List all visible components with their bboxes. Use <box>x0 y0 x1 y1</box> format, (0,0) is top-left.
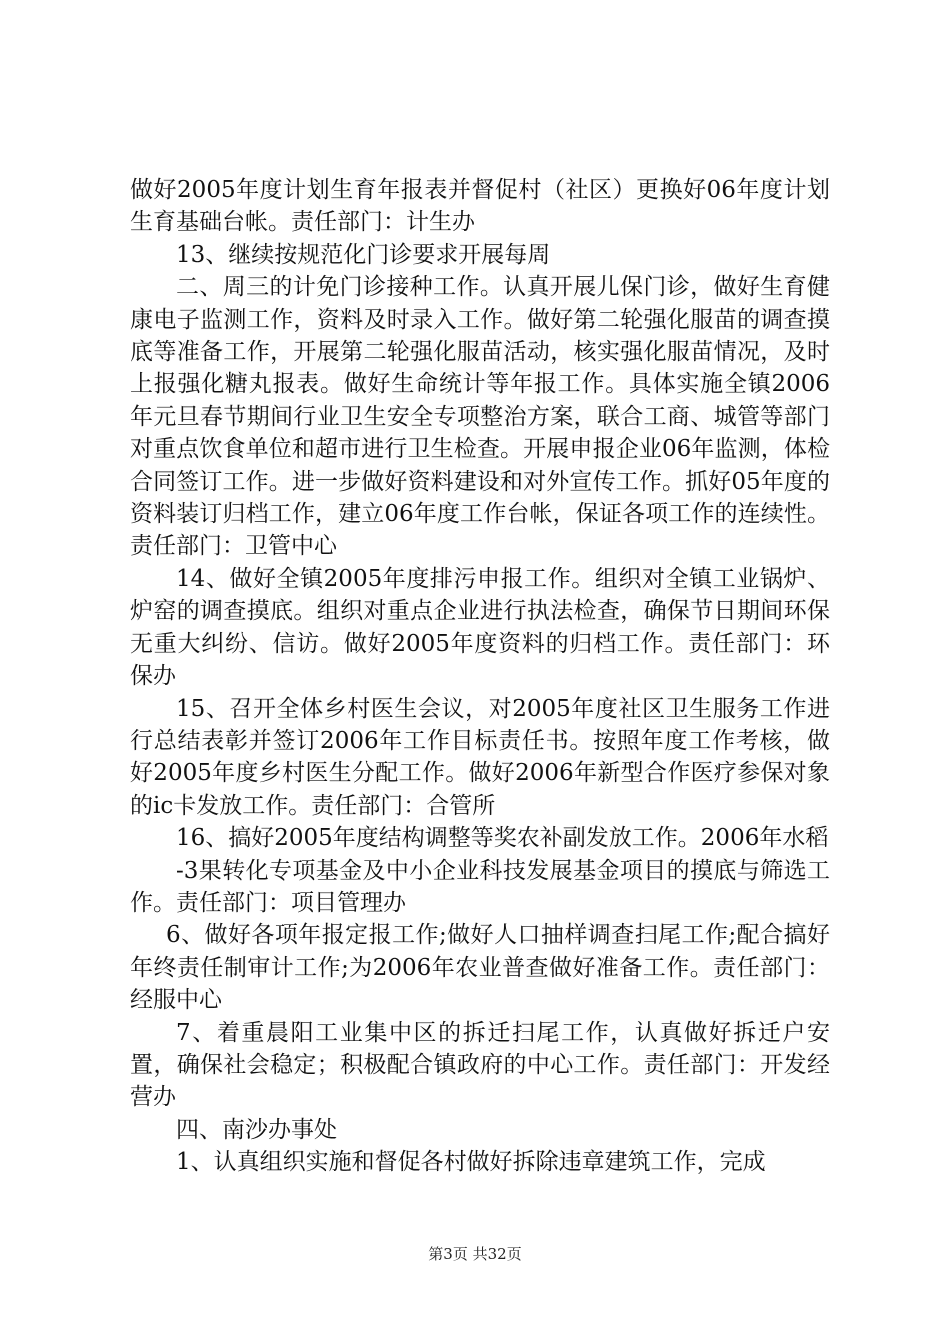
document-body <box>130 174 830 1179</box>
paragraph-5: 15、召开全体乡村医生会议，对2005年度社区卫生服务工作进行总结表彰并签订2006年工作目标责任书。按照年度工作考核，做好2005年度乡村医生分配工作。做好2006年新型合作医疗参保对象的ic卡发放工作。责任部门：合管所 <box>130 695 830 819</box>
page-footer: 第3页 共32页 <box>428 1245 522 1263</box>
paragraph-3: 二、周三的计免门诊接种工作。认真开展儿保门诊，做好生育健康电子监测工作，资料及时录入工作。做好第二轮强化服苗的调查摸底等准备工作，开展第二轮强化服苗活动，核实强化服苗情况，及时上报强化糖丸报表。做好生命统计等年报工作。具体实施全镇2006年元旦春节期间行业卫生安全专项整治方案，联合工商、城管等部门对重点饮食单位和超市进行卫生检查。开展申报企业06年监测，体检合同签订工作。进一步做好资料建设和对外宣传工作。抓好05年度的资料装订归档工作，建立06年度工作台帐，保证各项工作的连续性。责任部门：卫管中心 <box>130 274 830 560</box>
paragraph-6: 16、搞好2005年度结构调整等奖农补副发放工作。2006年水稻 <box>176 825 829 852</box>
paragraph-9: 7、着重晨阳工业集中区的拆迁扫尾工作，认真做好拆迁户安置，确保社会稳定；积极配合镇政府的中心工作。责任部门：开发经营办 <box>130 1019 830 1111</box>
paragraph-10: 1、认真组织实施和督促各村做好拆除违章建筑工作，完成 <box>176 1149 766 1176</box>
paragraph-1: 做好2005年度计划生育年报表并督促村（社区）更换好06年度计划生育基础台帐。责任部门：计生办 <box>130 177 830 236</box>
paragraph-2: 13、继续按规范化门诊要求开展每周 <box>176 241 551 268</box>
paragraph-4: 14、做好全镇2005年度排污申报工作。组织对全镇工业锅炉、炉窑的调查摸底。组织对重点企业进行执法检查，确保节日期间环保无重大纠纷、信访。做好2005年度资料的归档工作。责任部门：环保办 <box>130 565 830 690</box>
section-heading: 四、南沙办事处 <box>176 1116 337 1143</box>
paragraph-7: -3果转化专项基金及中小企业科技发展基金项目的摸底与筛选工作。责任部门：项目管理办 <box>130 857 830 916</box>
paragraph-8: 6、做好各项年报定报工作;做好人口抽样调查扫尾工作;配合搞好年终责任制审计工作;为2006年农业普查做好准备工作。责任部门：经服中心 <box>130 922 830 1014</box>
